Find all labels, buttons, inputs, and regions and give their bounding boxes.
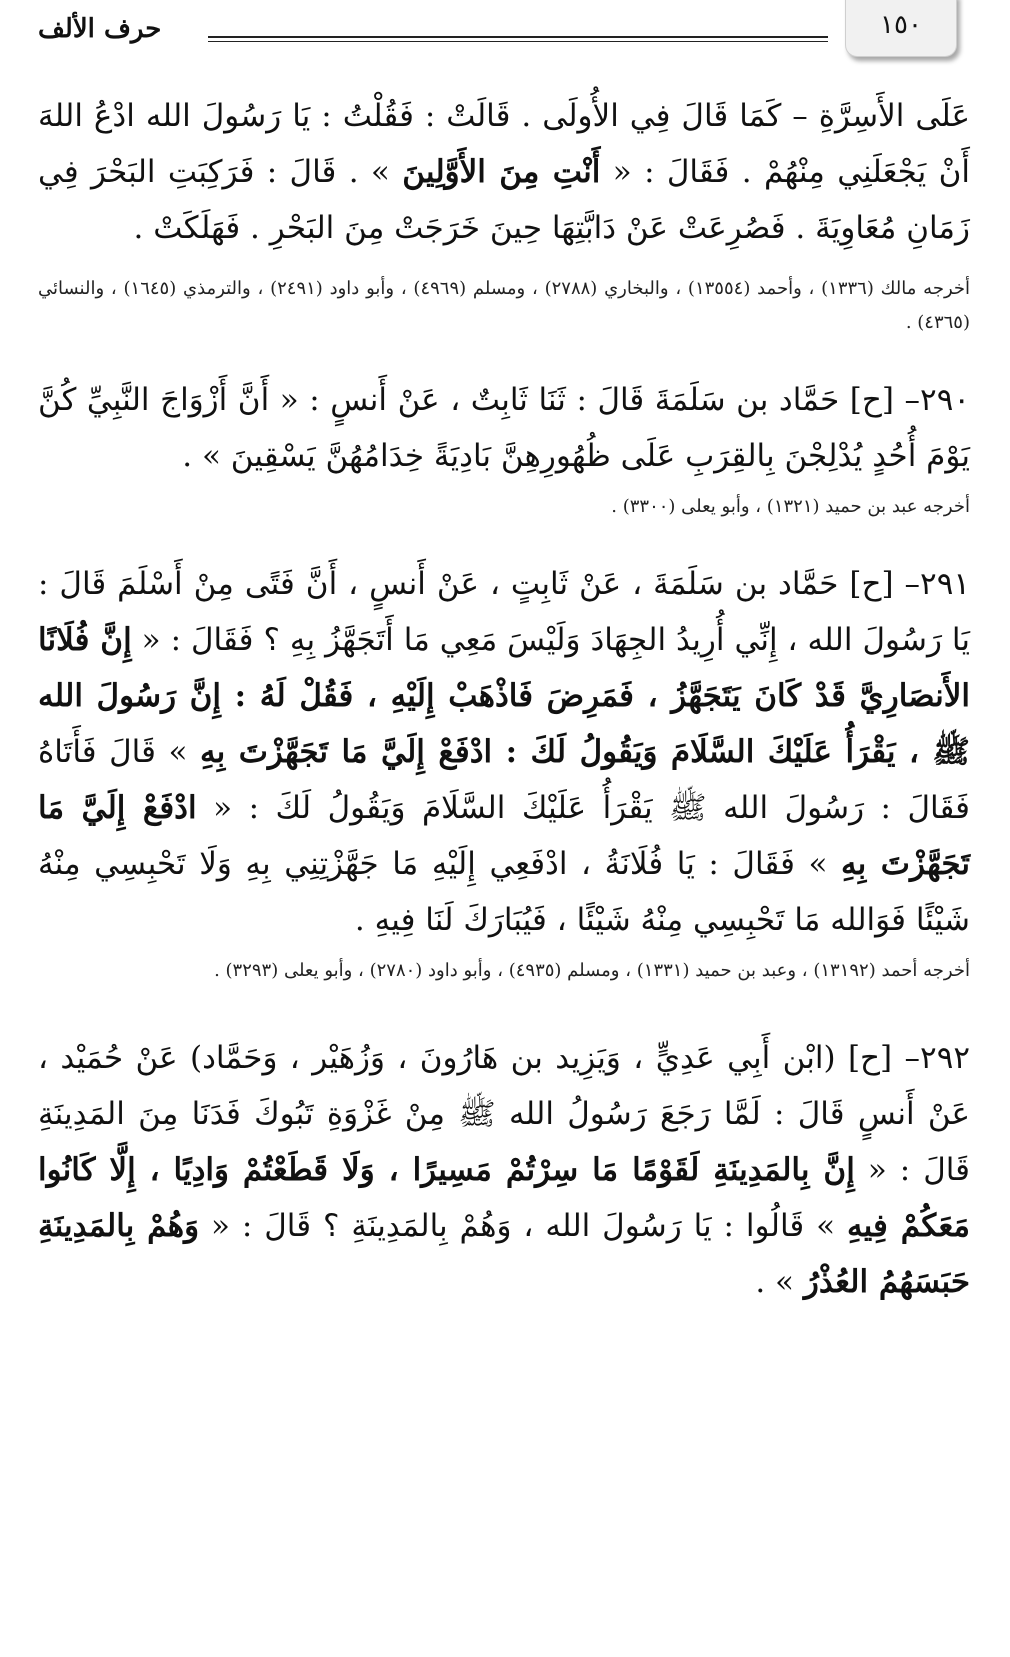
hadith-292 <box>38 1030 970 1310</box>
text-run: » . قَالَ : فَرَكِبَتِ البَحْرَ فِي زَمَانِ مُعَاوِيَةَ . فَصُرِعَتْ عَنْ دَابَّتِهَا حِينَ خَرَجَتْ مِنَ البَحْرِ . فَهَلَكَتْ . <box>38 154 970 246</box>
page-header <box>0 0 1010 70</box>
text-run: » قَالَ فَأَتَاهُ فَقَالَ : رَسُولَ الله ﷺ يَقْرَأُ عَلَيْكَ السَّلَامَ وَيَقُولُ لَكَ : « <box>38 734 970 826</box>
hadith-291 <box>38 556 970 948</box>
hadith-290 <box>38 372 970 484</box>
text-run: عَلَى الأَسِرَّةِ – كَمَا قَالَ فِي الأُولَى . قَالَتْ : فَقُلْتُ : يَا رَسُولَ الله ادْعُ اللهَ أَنْ يَجْعَلَنِي مِنْهُمْ . فَقَالَ : « <box>38 98 970 190</box>
prophetic-quote: وَهُمْ بِالمَدِينَةِ حَبَسَهُمُ العُذْرُ <box>38 1208 970 1300</box>
prophetic-quote: إِنَّ فُلَانًا الأَنصَارِيَّ قَدْ كَانَ يَتَجَهَّزُ ، فَمَرِضَ فَاذْهَبْ إِلَيْهِ ، فَقُلْ لَهُ : إِنَّ رَسُولَ الله ﷺ ، يَقْرَأُ عَلَيْكَ السَّلَامَ وَيَقُولُ لَكَ : ادْفَعْ إِلَيَّ مَا تَجَهَّزْتَ بِهِ <box>38 622 970 770</box>
hadith-text-continued <box>38 88 970 256</box>
prophetic-quote: إِنَّ بِالمَدِينَةِ لَقَوْمًا مَا سِرْتُمْ مَسِيرًا ، وَلَا قَطَعْتُمْ وَادِيًا ، إِلَّا كَانُوا مَعَكُمْ فِيهِ <box>38 1152 971 1244</box>
text-run: » . <box>755 1264 804 1300</box>
header-divider <box>208 36 828 38</box>
text-run: ٢٩٠– [ح] حَمَّاد بن سَلَمَةَ قَالَ : ثَنَا ثَابِتٌ ، عَنْ أَنسٍ : « أَنَّ أَزْوَاجَ النَّبِيِّ كُنَّ يَوْمَ أُحُدٍ يُدْلِجْنَ بِالقِرَبِ عَلَى ظُهُورِهِنَّ بَادِيَةً خِدَامُهُنَّ يَسْقِينَ » . <box>38 382 970 474</box>
citation-note: أخرجه أحمد (١٣١٩٢) ، وعبد بن حميد (١٣٣١) ، ومسلم (٤٩٣٥) ، وأبو داود (٢٧٨٠) ، وأبو يعلى (٣٢٩٣) . <box>214 960 970 981</box>
page-number: ١٥٠ <box>845 0 957 57</box>
text-run: ٢٩١– [ح] حَمَّاد بن سَلَمَةَ ، عَنْ ثَابِتٍ ، عَنْ أَنسٍ ، أَنَّ فَتًى مِنْ أَسْلَمَ قَالَ : يَا رَسُولَ الله ، إِنِّي أُرِيدُ الجِهَادَ وَلَيْسَ مَعِي مَا أَتَجَهَّزُ بِهِ ؟ فَقَالَ : « <box>38 566 970 658</box>
text-run: » فَقَالَ : يَا فُلَانَةُ ، ادْفَعِي إِلَيْهِ مَا جَهَّزْتِنِي بِهِ وَلَا تَحْبِسِي مِنْهُ شَيْئًا فَوَالله مَا تَحْبِسِي مِنْهُ شَيْئًا ، فَيُبَارَكَ لَنَا فِيهِ . <box>38 846 970 938</box>
citation-note: أخرجه مالك (١٣٣٦) ، وأحمد (١٣٥٥٤) ، والبخاري (٢٧٨٨) ، ومسلم (٤٩٦٩) ، وأبو داود (٢٤٩١) ، والترمذي (١٦٤٥) ، والنسائي (٤٣٦٥) . <box>38 278 971 333</box>
text-run: ٢٩٢– [ح] (ابْن أَبِي عَدِيٍّ ، وَيَزِيد بن هَارُونَ ، وَزُهَيْر ، وَحَمَّاد) عَنْ حُمَيْد ، عَنْ أَنسٍ قَالَ : لَمَّا رَجَعَ رَسُولُ الله ﷺ مِنْ غَزْوَةِ تَبُوكَ فَدَنَا مِنَ المَدِينَةِ قَالَ : « <box>38 1040 970 1188</box>
prophetic-quote: ادْفَعْ إِلَيَّ مَا تَجَهَّزْتَ بِهِ <box>38 790 970 882</box>
text-run: » قَالُوا : يَا رَسُولَ الله ، وَهُمْ بِالمَدِينَةِ ؟ قَالَ : « <box>199 1208 848 1244</box>
running-title: حرف الألف <box>38 14 162 44</box>
prophetic-quote: أَنْتِ مِنَ الأَوَّلِينَ <box>402 154 601 190</box>
page-content <box>38 88 970 1310</box>
citation-note: أخرجه عبد بن حميد (١٣٢١) ، وأبو يعلى (٣٣٠٠) . <box>611 496 970 517</box>
